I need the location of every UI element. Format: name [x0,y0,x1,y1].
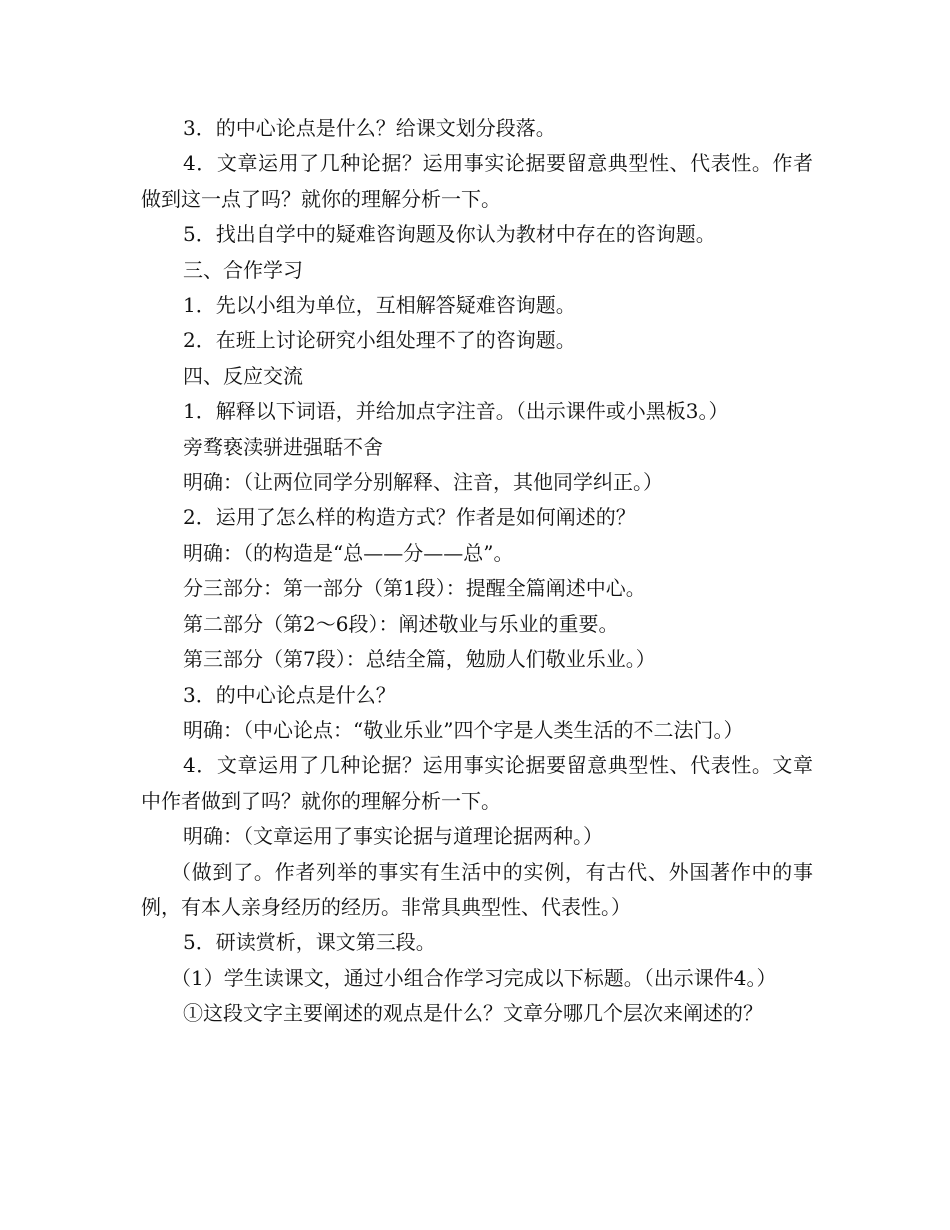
paragraph-question-4: 4．文章运用了几种论据？运用事实论据要留意典型性、代表性。作者做到这一点了吗？就你的理解分析一下。 [141,151,813,211]
paragraph-vocabulary-list: 旁骛亵渎骈进强聒不舍 [183,434,383,459]
paragraph-clarify-1: 明确：（让两位同学分别解释、注音，其他同学纠正。） [183,470,663,495]
paragraph-coop-2: 2．在班上讨论研究小组处理不了的咨询题。 [183,328,576,353]
paragraph-clarify-4-detail: （做到了。作者列举的事实有生活中的实例，有古代、外国著作中的事例，有本人亲身经历的经历。非常具典型性、代表性。） [141,859,813,919]
document-page [141,111,813,1032]
paragraph-question-5: 5．找出自学中的疑难咨询题及你认为教材中存在的咨询题。 [183,222,716,247]
paragraph-clarify-4: 明确：（文章运用了事实论据与道理论据两种。） [183,824,603,849]
section-heading-cooperative-learning: 三、合作学习 [183,257,303,282]
paragraph-clarify-3: 明确：（中心论点：“敬业乐业”四个字是人类生活的不二法门。） [183,717,744,742]
paragraph-clarify-2: 明确：（的构造是“总——分——总”。 [183,540,514,565]
paragraph-feedback-5: 5．研读赏析，课文第三段。 [183,930,436,955]
paragraph-question-3: 3．的中心论点是什么？给课文划分段落。 [183,116,556,140]
paragraph-structure-part-3: 第三部分（第7段）：总结全篇，勉励人们敬业乐业。） [183,647,656,672]
paragraph-feedback-5-sub-1: （1）学生读课文，通过小组合作学习完成以下标题。（出示课件4。） [171,965,777,990]
paragraph-feedback-1: 1．解释以下词语，并给加点字注音。（出示课件或小黑板3。） [183,399,729,424]
section-heading-feedback: 四、反应交流 [183,363,303,388]
paragraph-feedback-3: 3．的中心论点是什么？ [183,682,396,707]
paragraph-feedback-4: 4．文章运用了几种论据？运用事实论据要留意典型性、代表性。文章中作者做到了吗？就你的理解分析一下。 [141,753,813,813]
paragraph-structure-part-1: 分三部分：第一部分（第1段）：提醒全篇阐述中心。 [183,576,646,601]
paragraph-coop-1: 1．先以小组为单位，互相解答疑难咨询题。 [183,293,576,318]
paragraph-structure-part-2: 第二部分（第2～6段）：阐述敬业与乐业的重要。 [183,611,619,636]
paragraph-feedback-5-question-1: ①这段文字主要阐述的观点是什么？文章分哪几个层次来阐述的？ [183,1001,763,1026]
paragraph-feedback-2: 2．运用了怎么样的构造方式？作者是如何阐述的？ [183,505,636,530]
